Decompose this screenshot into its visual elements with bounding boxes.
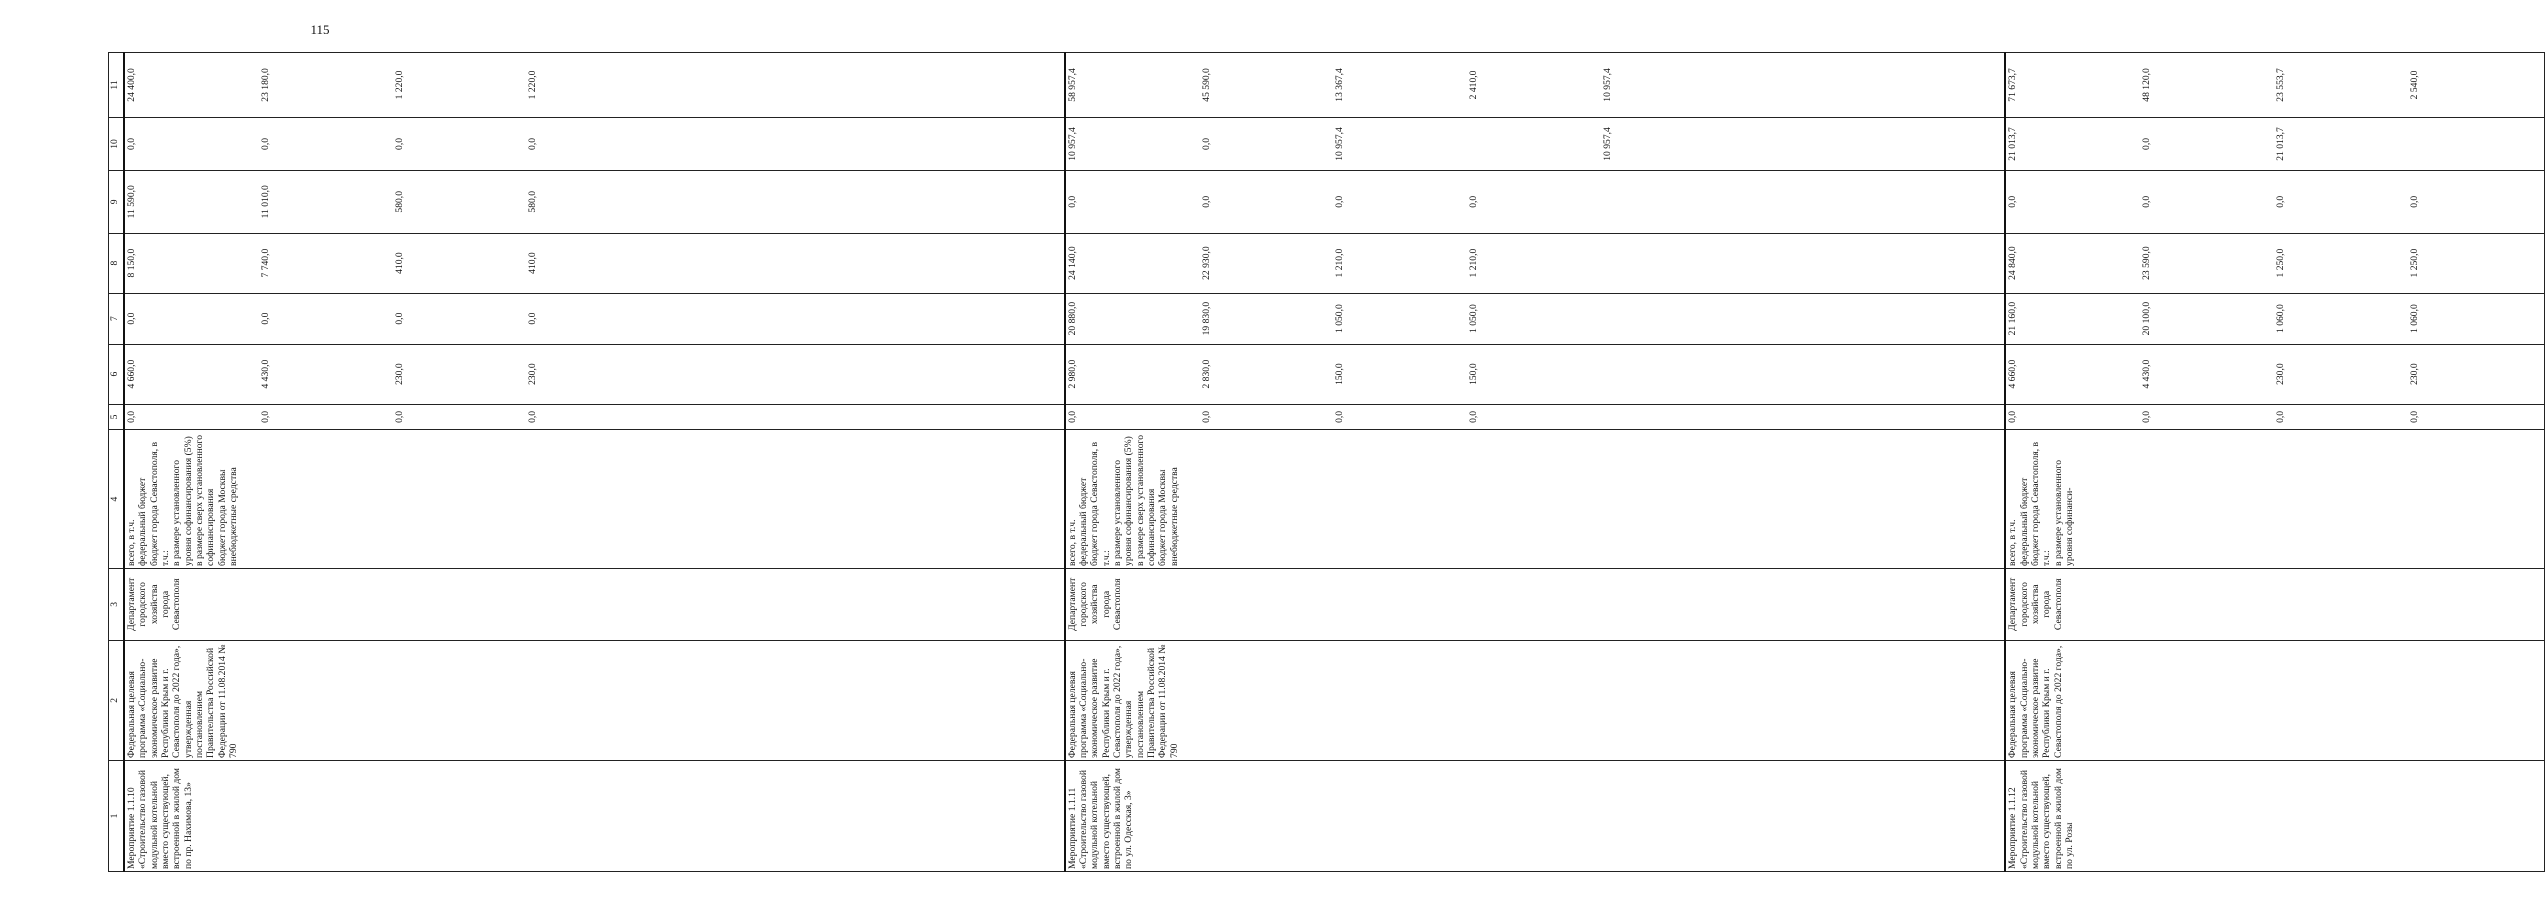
amount-value bbox=[1736, 347, 1870, 402]
amount-value bbox=[661, 173, 795, 230]
amount-value: 1 060,0 bbox=[2408, 304, 2420, 333]
funding-source-label: федеральный бюджет bbox=[137, 477, 149, 566]
amount-value: 48 120,0 bbox=[2141, 68, 2153, 102]
funding-source-label: бюджет города Севастополя, в т.ч.: bbox=[2030, 441, 2053, 566]
amount-value bbox=[929, 296, 1063, 342]
year-value-cell bbox=[2005, 233, 2544, 293]
amount-value bbox=[1736, 296, 1870, 342]
column-number: 11 bbox=[109, 53, 125, 118]
amount-value: 23 590,0 bbox=[2141, 246, 2153, 280]
column-number: 2 bbox=[109, 640, 125, 760]
amount-value: 410,0 bbox=[393, 252, 405, 274]
funding-source-cell bbox=[124, 430, 1065, 569]
amount-value bbox=[661, 55, 795, 115]
amount-value: 0,0 bbox=[2408, 195, 2420, 208]
year-value-cell bbox=[1065, 233, 2006, 293]
funding-table bbox=[108, 52, 2545, 872]
amount-value bbox=[2409, 120, 2543, 168]
column-number: 10 bbox=[109, 117, 125, 170]
amount-value: 230,0 bbox=[2408, 363, 2420, 385]
amount-value bbox=[795, 55, 929, 115]
amount-value: 71 673,7 bbox=[2007, 68, 2019, 102]
amount-value: 410,0 bbox=[527, 252, 539, 274]
amount-value: 4 660,0 bbox=[126, 359, 137, 389]
amount-value: 0,0 bbox=[1468, 410, 1480, 423]
amount-value bbox=[1602, 407, 1736, 427]
column-number: 9 bbox=[109, 171, 125, 233]
page-number: 115 bbox=[310, 22, 330, 37]
amount-value: 0,0 bbox=[2275, 195, 2286, 208]
amount-value bbox=[795, 236, 929, 291]
amount-value: 10 957,4 bbox=[1334, 127, 1346, 161]
column-number: 3 bbox=[109, 568, 125, 640]
amount-value bbox=[929, 407, 1063, 427]
column-number: 6 bbox=[109, 344, 125, 404]
amount-value: 230,0 bbox=[527, 363, 539, 385]
year-value-cell bbox=[2005, 53, 2544, 118]
program-cell: Федеральная целевая программа «Социально-экономическое развитие Республики Крым и г. Севастополя до 2022 года», утвержденная постановлением Правительства Российской Федерации от 11.08.2014 № 790 bbox=[1065, 640, 2006, 760]
year-value-cell bbox=[1065, 53, 2006, 118]
amount-value: 2 540,0 bbox=[2408, 70, 2420, 100]
amount-value: 230,0 bbox=[393, 363, 405, 385]
amount-value bbox=[1736, 120, 1870, 168]
year-value-cell bbox=[124, 117, 1065, 170]
year-value-cell bbox=[1065, 117, 2006, 170]
amount-value bbox=[1870, 407, 2004, 427]
amount-value: 10 957,4 bbox=[1601, 127, 1613, 161]
column-number: 8 bbox=[109, 233, 125, 293]
executor-cell: Департамент городского хозяйства города Севастополя bbox=[1065, 568, 2006, 640]
amount-value bbox=[1602, 173, 1736, 230]
amount-value bbox=[795, 173, 929, 230]
amount-value: 4 660,0 bbox=[2007, 359, 2019, 389]
amount-value: 0,0 bbox=[1334, 410, 1346, 423]
amount-value: 1 060,0 bbox=[2275, 304, 2286, 333]
amount-value: 0,0 bbox=[527, 137, 539, 150]
funding-source-label: бюджет города Москвы bbox=[1157, 469, 1169, 566]
amount-value bbox=[929, 347, 1063, 402]
year-value-cell bbox=[1065, 293, 2006, 344]
amount-value: 0,0 bbox=[1066, 410, 1078, 423]
amount-value: 24 400,0 bbox=[126, 68, 137, 102]
funding-source-label: всего, в т.ч. bbox=[1066, 519, 1078, 566]
amount-value: 4 430,0 bbox=[2141, 359, 2153, 389]
year-value-cell bbox=[2005, 344, 2544, 404]
amount-value bbox=[661, 347, 795, 402]
amount-value: 580,0 bbox=[527, 191, 539, 213]
amount-value: 0,0 bbox=[393, 410, 405, 423]
amount-value: 1 220,0 bbox=[393, 70, 405, 100]
amount-value bbox=[1468, 120, 1602, 168]
amount-value: 1 250,0 bbox=[2408, 248, 2420, 278]
amount-value: 0,0 bbox=[1066, 195, 1078, 208]
amount-value: 0,0 bbox=[2007, 195, 2019, 208]
amount-value: 0,0 bbox=[2408, 410, 2420, 423]
amount-value bbox=[1736, 407, 1870, 427]
amount-value: 0,0 bbox=[393, 137, 405, 150]
executor-cell: Департамент городского хозяйства города Севастополя bbox=[124, 568, 1065, 640]
amount-value bbox=[661, 236, 795, 291]
measure-name-cell: Мероприятие 1.1.12 «Строительство газовой модульной котельной вместо существующей, встроенной в жилой дом по ул. Розы bbox=[2005, 760, 2544, 871]
amount-value: 0,0 bbox=[1334, 195, 1346, 208]
amount-value bbox=[661, 407, 795, 427]
funding-source-label: внебюджетные средства bbox=[1168, 467, 1180, 566]
amount-value: 7 740,0 bbox=[259, 248, 271, 278]
measure-name-cell: Мероприятие 1.1.10 «Строительство газовой модульной котельной вместо существующей, встроенной в жилой дом по пр. Нахимова, 13» bbox=[124, 760, 1065, 871]
amount-value: 230,0 bbox=[2275, 363, 2286, 385]
amount-value bbox=[661, 120, 795, 168]
amount-value: 0,0 bbox=[126, 410, 137, 423]
amount-value: 1 220,0 bbox=[527, 70, 539, 100]
year-value-cell bbox=[124, 171, 1065, 233]
year-value-cell bbox=[124, 233, 1065, 293]
amount-value: 10 957,4 bbox=[1601, 68, 1613, 102]
funding-source-label: федеральный бюджет bbox=[1078, 477, 1089, 566]
amount-value bbox=[929, 236, 1063, 291]
amount-value bbox=[795, 407, 929, 427]
amount-value bbox=[929, 173, 1063, 230]
year-value-cell bbox=[1065, 344, 2006, 404]
amount-value bbox=[1602, 236, 1736, 291]
amount-value bbox=[1870, 55, 2004, 115]
funding-source-label: всего, в т.ч. bbox=[2007, 519, 2019, 566]
amount-value: 21 013,7 bbox=[2007, 127, 2019, 161]
amount-value: 0,0 bbox=[2007, 410, 2019, 423]
amount-value: 24 840,0 bbox=[2007, 246, 2019, 280]
amount-value: 0,0 bbox=[2141, 137, 2153, 150]
amount-value: 0,0 bbox=[126, 312, 137, 325]
column-number-row bbox=[109, 53, 125, 872]
amount-value: 1 250,0 bbox=[2275, 248, 2286, 278]
amount-value: 0,0 bbox=[259, 410, 271, 423]
measure-row bbox=[1065, 53, 2006, 872]
amount-value: 20 880,0 bbox=[1066, 301, 1078, 336]
year-value-cell bbox=[124, 404, 1065, 429]
amount-value: 0,0 bbox=[2141, 195, 2153, 208]
column-number: 5 bbox=[109, 404, 125, 429]
rotated-table-container bbox=[108, 52, 2420, 872]
funding-source-label: в размере сверх установленного софинансирования bbox=[193, 434, 217, 566]
funding-source-label: в размере установленного уровня софинансирования (5%) bbox=[1111, 436, 1135, 566]
amount-value bbox=[1870, 296, 2004, 342]
amount-value: 58 957,4 bbox=[1066, 68, 1078, 102]
year-value-cell bbox=[2005, 404, 2544, 429]
amount-value: 13 367,4 bbox=[1334, 68, 1346, 102]
amount-value bbox=[1736, 173, 1870, 230]
year-value-cell bbox=[2005, 171, 2544, 233]
amount-value bbox=[1870, 347, 2004, 402]
year-value-cell bbox=[2005, 117, 2544, 170]
amount-value: 23 553,7 bbox=[2275, 68, 2286, 102]
amount-value bbox=[795, 296, 929, 342]
amount-value: 0,0 bbox=[1200, 410, 1212, 423]
funding-source-label: федеральный бюджет bbox=[2018, 477, 2030, 566]
column-number: 1 bbox=[109, 760, 125, 871]
amount-value: 0,0 bbox=[1200, 137, 1212, 150]
column-number: 4 bbox=[109, 430, 125, 569]
amount-value bbox=[661, 296, 795, 342]
table-body bbox=[124, 53, 2544, 872]
program-cell: Федеральная целевая программа «Социально-экономическое развитие Республики Крым и г. Севастополя до 2022 года», утвержденная постановлением Правительства Российской Федерации от 11.08.2014 № 790 bbox=[124, 640, 1065, 760]
amount-value: 150,0 bbox=[1468, 363, 1480, 385]
amount-value bbox=[1870, 236, 2004, 291]
measure-row bbox=[124, 53, 1065, 872]
amount-value: 21 160,0 bbox=[2007, 301, 2019, 336]
year-value-cell bbox=[124, 344, 1065, 404]
amount-value: 45 590,0 bbox=[1200, 68, 1212, 102]
funding-source-label: в размере установленного уровня софинансирования (5%) bbox=[171, 436, 194, 566]
amount-value: 11 590,0 bbox=[126, 185, 137, 219]
amount-value: 4 430,0 bbox=[259, 359, 271, 389]
amount-value: 0,0 bbox=[1200, 195, 1212, 208]
year-value-cell bbox=[124, 53, 1065, 118]
year-value-cell bbox=[2005, 293, 2544, 344]
amount-value bbox=[1736, 236, 1870, 291]
year-value-cell bbox=[124, 293, 1065, 344]
amount-value bbox=[1602, 296, 1736, 342]
amount-value: 0,0 bbox=[527, 312, 539, 325]
funding-source-label: внебюджетные средства bbox=[227, 467, 239, 566]
funding-source-label: бюджет города Москвы bbox=[216, 469, 228, 566]
program-cell: Федеральная целевая программа «Социально-экономическое развитие Республики Крым и г. Севастополя до 2022 года», bbox=[2005, 640, 2544, 760]
executor-cell: Департамент городского хозяйства города Севастополя bbox=[2005, 568, 2544, 640]
amount-value: 150,0 bbox=[1334, 363, 1346, 385]
amount-value: 20 100,0 bbox=[2141, 301, 2153, 336]
amount-value bbox=[1736, 55, 1870, 115]
amount-value: 1 050,0 bbox=[1468, 304, 1480, 333]
amount-value: 0,0 bbox=[393, 312, 405, 325]
amount-value: 0,0 bbox=[527, 410, 539, 423]
amount-value: 23 180,0 bbox=[259, 68, 271, 102]
amount-value: 0,0 bbox=[126, 137, 137, 150]
amount-value: 0,0 bbox=[2141, 410, 2153, 423]
funding-source-cell bbox=[2005, 430, 2544, 569]
amount-value: 10 957,4 bbox=[1066, 127, 1078, 161]
amount-value bbox=[1870, 120, 2004, 168]
funding-source-label: всего, в т.ч. bbox=[126, 519, 137, 566]
amount-value bbox=[1870, 173, 2004, 230]
amount-value bbox=[929, 120, 1063, 168]
amount-value: 0,0 bbox=[259, 312, 271, 325]
funding-source-label: бюджет города Севастополя, в т.ч.: bbox=[1089, 441, 1112, 566]
amount-value: 0,0 bbox=[2275, 410, 2286, 423]
amount-value: 2 830,0 bbox=[1200, 359, 1212, 389]
amount-value: 1 050,0 bbox=[1334, 304, 1346, 333]
funding-source-label: бюджет города Севастополя, в т.ч.: bbox=[148, 441, 171, 566]
funding-source-label: в размере установленного уровня софинанси- bbox=[2052, 459, 2075, 566]
column-number: 7 bbox=[109, 293, 125, 344]
amount-value: 8 150,0 bbox=[126, 248, 137, 278]
amount-value: 1 210,0 bbox=[1468, 248, 1480, 278]
amount-value: 0,0 bbox=[1468, 195, 1480, 208]
amount-value bbox=[795, 120, 929, 168]
amount-value: 1 210,0 bbox=[1334, 248, 1346, 278]
year-value-cell bbox=[1065, 171, 2006, 233]
amount-value: 11 010,0 bbox=[259, 185, 271, 219]
amount-value: 21 013,7 bbox=[2275, 127, 2286, 161]
amount-value: 2 980,0 bbox=[1066, 359, 1078, 389]
measure-name-cell: Мероприятие 1.1.11 «Строительство газовой модульной котельной вместо существующей, встроенной в жилой дом по ул. Одесская, 3» bbox=[1065, 760, 2006, 871]
amount-value bbox=[1602, 347, 1736, 402]
amount-value: 22 930,0 bbox=[1200, 246, 1212, 280]
funding-source-cell bbox=[1065, 430, 2006, 569]
amount-value bbox=[795, 347, 929, 402]
funding-source-label: в размере сверх установленного софинансирования bbox=[1134, 434, 1157, 566]
measure-row bbox=[2005, 53, 2544, 872]
year-value-cell bbox=[1065, 404, 2006, 429]
amount-value: 2 410,0 bbox=[1468, 70, 1480, 100]
amount-value: 580,0 bbox=[393, 191, 405, 213]
amount-value bbox=[929, 55, 1063, 115]
amount-value: 24 140,0 bbox=[1066, 246, 1078, 280]
amount-value: 19 830,0 bbox=[1200, 301, 1212, 336]
amount-value: 0,0 bbox=[259, 137, 271, 150]
